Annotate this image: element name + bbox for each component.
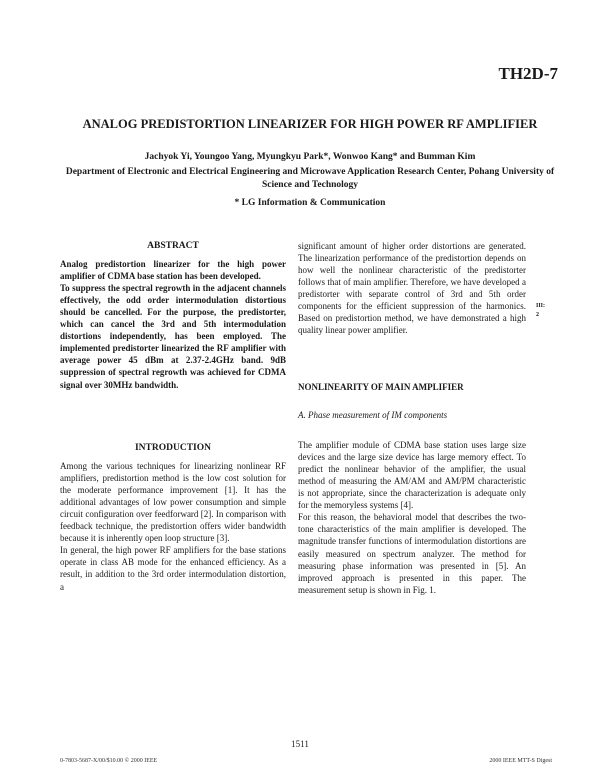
margin-note: III: 2 — [536, 303, 546, 318]
copyright-footer: 0-7803-5687-X/00/$10.00 © 2000 IEEE — [60, 758, 158, 764]
paper-title: ANALOG PREDISTORTION LINEARIZER FOR HIGH POWER RF AMPLIFIER — [82, 117, 538, 131]
author-list: Jachyok Yi, Youngoo Yang, Myungkyu Park*, Wonwoo Kang* and Bumman Kim — [144, 152, 476, 162]
body-paragraph: For this reason, the behavioral model that describes the two-tone characteristics of the main amplifier is developed. The magnitude transfer functions of intermodulation distortions are easily measured on spectrum analyzer. The method for measuring phase information was presented in [5]. An improved approach is presented in this paper. The measurement setup is shown in Fig. 1. — [298, 512, 526, 595]
abstract-paragraph: To suppress the spectral regrowth in the adjacent channels effectively, the odd order intermodulation distortious should be cancelled. For the purpose, the predistorter, which can cancel the 3rd and 5th intermodulation distortions independently, has been employed. The implemented predistorter linearized the RF amplifier with average power 45 dBm at 2.37-2.4GHz band. 9dB suppression of spectral regrowth was achieved for CDMA signal over 30MHz bandwidth. — [60, 283, 286, 390]
abstract-body — [60, 258, 286, 391]
abstract-paragraph: Analog predistortion linearizer for the high power amplifier of CDMA base station has been developed. — [60, 259, 286, 282]
affiliation-secondary: * LG Information & Communication — [234, 198, 386, 208]
abstract-heading: ABSTRACT — [147, 241, 199, 251]
session-code: TH2D-7 — [498, 64, 558, 83]
subsection-heading: A. Phase measurement of IM components — [298, 410, 448, 421]
body-paragraph: Among the various techniques for linearizing nonlinear RF amplifiers, predistortion method is the low cost solution for the moderate performance improvement [1]. It has the additional advantages of low power consumption and simple circuit configuration over feedforward [2]. In comparison with feedback technique, the predistortion offers wider bandwidth because it is inherently open loop structure [3]. — [60, 461, 286, 544]
page-number: 1511 — [291, 739, 309, 749]
digest-footer: 2000 IEEE MTT-S Digest — [489, 758, 552, 764]
nonlinearity-heading: NONLINEARITY OF MAIN AMPLIFIER — [298, 382, 464, 392]
introduction-heading: INTRODUCTION — [134, 443, 211, 453]
left-column — [60, 240, 286, 391]
nonlinearity-section — [298, 381, 526, 596]
body-paragraph: significant amount of higher order distortions are generated. The linearization performance of the predistortion depends on how well the nonlinear characteristic of the predistorter follows that of main amplifier. Therefore, we have developed a predistorter with separate control of 3rd and 5th order components for the efficient suppression of the harmonics. Based on predistortion method, we have demonstrated a high quality linear power amplifier. — [298, 241, 526, 336]
body-paragraph: In general, the high power RF amplifiers for the base stations operate in class AB mode for the enhanced efficiency. As a result, in addition to the 3rd order intermodulation distortion, a — [60, 545, 286, 592]
right-column — [298, 240, 526, 336]
body-paragraph: The amplifier module of CDMA base station uses large size devices and the large size device has large memory effect. To predict the nonlinear behavior of the amplifier, the usual method of measuring the AM/AM and AM/PM characteristic is not appropriate, since the characterization is adequate only for the memoryless systems [4]. — [298, 440, 526, 511]
affiliation: Department of Electronic and Electrical Engineering and Microwave Application Research Center, Pohang University of Science and Technology — [65, 167, 555, 190]
introduction-section — [60, 442, 286, 593]
